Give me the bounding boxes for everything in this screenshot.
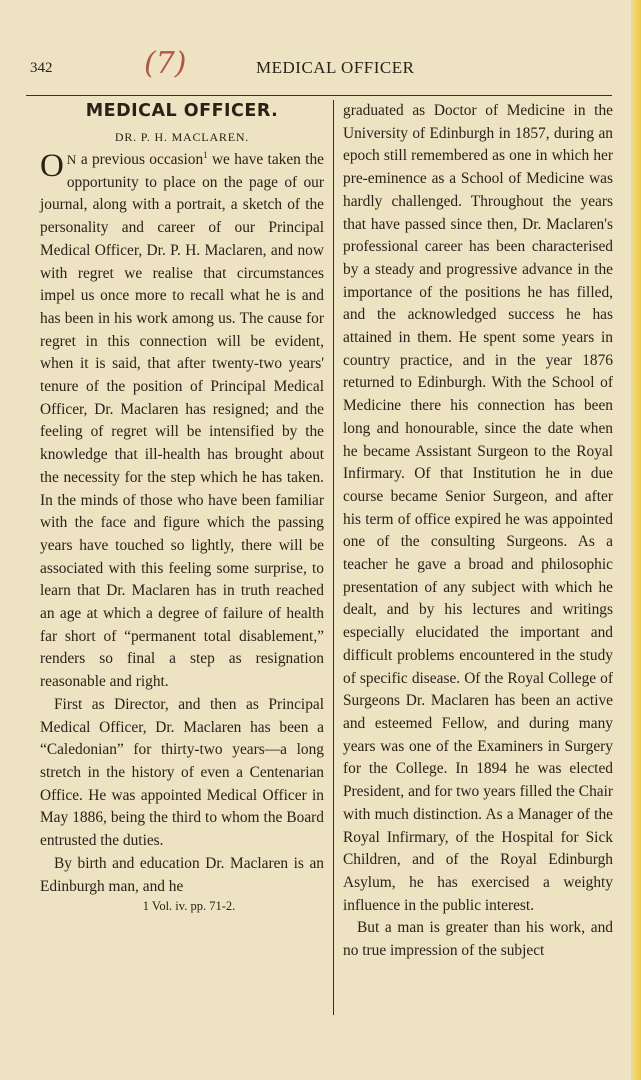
page-header [26, 46, 612, 86]
article-title: MEDICAL OFFICER. [85, 101, 279, 121]
page-edge [631, 0, 641, 1080]
handwritten-shelf-mark: (7) [144, 46, 187, 81]
page-number: 342 [30, 60, 53, 76]
paragraph-1-text-a: a previous occasion [76, 151, 204, 168]
left-column [40, 100, 324, 914]
article-byline: DR. P. H. MACLAREN. [114, 130, 250, 144]
right-column [343, 100, 613, 963]
paragraph-4: But a man is greater than his work, and no true impression of the subject [343, 919, 613, 960]
footnote-marker: 1 [203, 149, 208, 160]
paragraph-1-text-b: we have taken the opportunity to place on the page of our journal, along with a portrait, a sketch of the personality and career of our Principal Medical Officer, Dr. P. H. Maclaren, and now with regret we realise that circumstances impel us once more to recall what he is and has been in his work among us. The cause for regret in this connection will be evident, when it is said, that after twenty-two years' tenure of the position of Principal Medical Officer, Dr. Maclaren has resigned; and the feeling of regret will be intensified by the knowledge that ill-health has brought about the necessity for the step which he has taken. In the minds of those who have been familiar with the face and figure which the passing years have touched so lightly, there will be associated with this feeling some surprise, to learn that Dr. Maclaren has in truth reached an age at which a degree of failure of health far short of “permanent total disablement,” renders so final a step as resignation reasonable and right. [40, 151, 324, 691]
footnote: 1 Vol. iv. pp. 71-2. [142, 899, 236, 914]
column-divider [333, 100, 334, 1015]
paragraph-1 [40, 149, 324, 694]
paragraph-3-continued: graduated as Doctor of Medicine in the University of Edinburgh in 1857, during an epoch still remembered as one in which her pre-eminence as a School of Medicine was hardly challenged. Throughout the years that have passed since then, Dr. Maclaren's professional career has been characterised by a steady and progressive advance in the importance of the positions he has filled, and the acknowledged success he has attained in them. He spent some years in country practice, and in the year 1876 returned to Edinburgh. With the School of Medicine there his connection has been long and honourable, since the date when he became Assistant Surgeon to the Royal Infirmary. Of that Institution he in due course became Senior Surgeon, and after his term of office expired he was appointed one of the consulting Surgeons. As a teacher he gave a broad and philosophic presentation of any subject with which he dealt, and by his lectures and writings especially elucidated the important and difficult problems encountered in the study of specific disease. Of the Royal College of Surgeons Dr. Maclaren has been an active and esteemed Fellow, and during many years was one of the Examiners in Surgery for the College. In 1894 he was elected President, and for two years filled the Chair with much distinction. As a Manager of the Royal Infirmary, of the Hospital for Sick Children, and of the Royal Edinburgh Asylum, he has exercised a weighty influence in the public interest. [343, 102, 613, 914]
paragraph-2: First as Director, and then as Principal Medical Officer, Dr. Maclaren has been a “Caledonian” for thirty-two years—a long stretch in the history of even a Centenarian Office. He was appointed Medical Officer in May 1886, being the third to whom the Board entrusted the duties. [40, 695, 324, 850]
drop-cap: O [40, 148, 64, 184]
opening-smallcaps: N [66, 152, 77, 167]
running-head: MEDICAL OFFICER [256, 58, 415, 77]
paragraph-3-start: By birth and education Dr. Maclaren is an Edinburgh man, and he [40, 854, 324, 895]
header-rule [26, 95, 612, 96]
